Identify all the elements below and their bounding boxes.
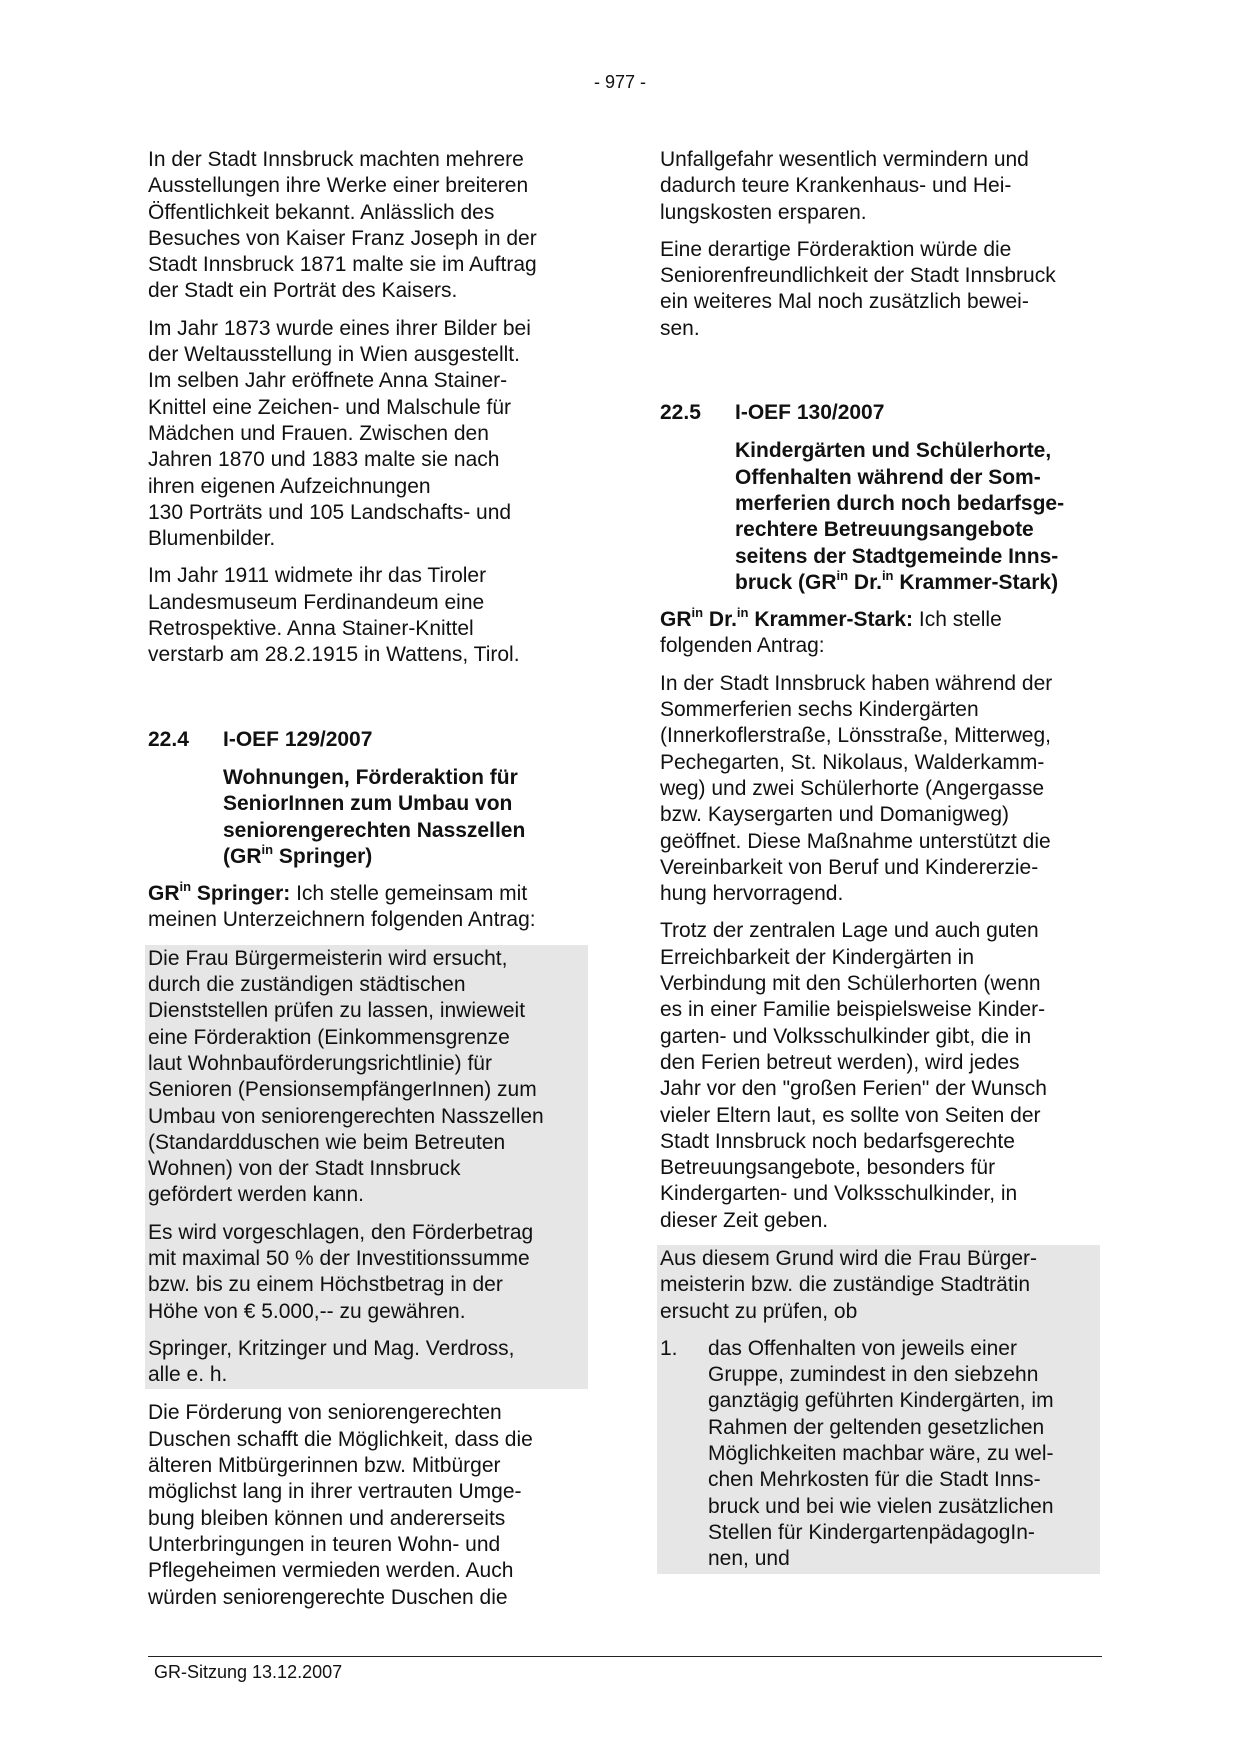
motion-text-box	[657, 1245, 1100, 1574]
footer-divider	[148, 1656, 1102, 1657]
right-column	[660, 147, 1100, 1585]
page-number: - 977 -	[593, 72, 647, 92]
speaker-intro: $GR^{in}$ Springer: Ich stelle gemeinsam mit meinen Unterzeichnern folgenden Antrag:	[148, 879, 536, 932]
speaker-intro: $GR^{in}$ Dr.$^{in}$ Krammer-Stark: Ich stelle folgenden Antrag:	[660, 605, 1002, 658]
paragraph: Im Jahr 1911 widmete ihr das Tiroler Landesmuseum Ferdinandeum eine Retrospektive. Anna Stainer-Knittel verstarb am 28.2.1915 in Wattens, Tirol.	[148, 564, 520, 667]
section-subject: Kindergärten und Schülerhorte, Offenhalten während der Som- merferien durch noch bedarfsge- rechtere Betreuungsangebote seitens der Stadtgemeinde Inns- bruck ($GR^{in}$ Dr.$^{in}$ Krammer-Stark)	[735, 439, 1065, 594]
paragraph: Eine derartige Förderaktion würde die Seniorenfreundlichkeit der Stadt Innsbruck ein weiteres Mal noch zusätzlich bewei- sen.	[660, 237, 1056, 340]
list-text: das Offenhalten von jeweils einer Gruppe, zumindest in den siebzehn ganztägig geführten Kindergärten, im Rahmen der geltenden gesetzlichen Möglichkeiten machbar wäre, zu wel- chen Mehrkosten für die Stadt Inns- bruck und bei wie vielen zusätzlichen Stellen für KindergartenpädagogIn- nen, und	[708, 1336, 1054, 1571]
section-number: 22.4	[148, 727, 189, 751]
footer-session-date: GR-Sitzung 13.12.2007	[154, 1662, 343, 1682]
motion-text-box	[145, 945, 588, 1390]
section-heading-22-5	[660, 400, 1100, 426]
section-code: I-OEF 129/2007	[223, 727, 373, 751]
motion-intro: Aus diesem Grund wird die Frau Bürger- meisterin bzw. die zuständige Stadträtin ersucht zu prüfen, ob	[660, 1246, 1037, 1323]
paragraph: Trotz der zentralen Lage und auch guten Erreichbarkeit der Kindergärten in Verbindung mit den Schülerhorten (wenn es in einer Familie beispielsweise Kinder- garten- und Volksschulkinder gibt, die in den Ferien betreut werden), wird jedes Jahr vor den "großen Ferien" der Wunsch vieler Eltern laut, es sollte von Seiten der Stadt Innsbruck noch bedarfsgerechte Betreuungsangebote, besonders für Kindergarten- und Volksschulkinder, in dieser Zeit geben.	[660, 919, 1047, 1232]
paragraph: Die Förderung von seniorengerechten Duschen schafft die Möglichkeit, dass die älteren Mitbürgerinnen bzw. Mitbürger möglichst lang in ihrer vertrauten Umge- bung bleiben können und andererseits Unterbringungen in teuren Wohn- und Pflegeheimen vermieden werden. Auch würden seniorengerechte Duschen die	[148, 1401, 533, 1609]
paragraph: In der Stadt Innsbruck machten mehrere Ausstellungen ihre Werke einer breiteren Öffentlichkeit bekannt. Anlässlich des Besuches von Kaiser Franz Joseph in der Stadt Innsbruck 1871 malte sie im Auftrag der Stadt ein Porträt des Kaisers.	[148, 148, 537, 303]
section-code: I-OEF 130/2007	[735, 401, 885, 425]
motion-list-item	[660, 1336, 1097, 1573]
left-column	[148, 147, 588, 1622]
motion-paragraph: Die Frau Bürgermeisterin wird ersucht, durch die zuständigen städtischen Dienststellen prüfen zu lassen, inwieweit eine Förderaktion (Einkommensgrenze laut Wohnbauförderungsrichtlinie) für Senioren (PensionsempfängerInnen) zum Umbau von seniorengerechten Nasszellen (Standardduschen wie beim Betreuten Wohnen) von der Stadt Innsbruck gefördert werden kann.	[148, 946, 544, 1207]
paragraph: Im Jahr 1873 wurde eines ihrer Bilder bei der Weltausstellung in Wien ausgestellt. Im selben Jahr eröffnete Anna Stainer- Knittel eine Zeichen- und Malschule für Mädchen und Frauen. Zwischen den Jahren 1870 und 1883 malte sie nach ihren eigenen Aufzeichnungen 130 Porträts und 105 Landschafts- und Blumenbilder.	[148, 316, 531, 551]
motion-signatories: Springer, Kritzinger und Mag. Verdross, alle e. h.	[148, 1336, 515, 1387]
paragraph: Unfallgefahr wesentlich vermindern und dadurch teure Krankenhaus- und Hei- lungskosten ersparen.	[660, 148, 1029, 224]
section-subject: Wohnungen, Förderaktion für SeniorInnen zum Umbau von seniorengerechten Nasszellen ($GR^{in}$ Springer)	[223, 765, 526, 868]
list-number: 1.	[660, 1336, 678, 1360]
section-heading-22-4	[148, 727, 588, 753]
motion-paragraph: Es wird vorgeschlagen, den Förderbetrag mit maximal 50 % der Investitionssumme bzw. bis zu einem Höchstbetrag in der Höhe von € 5.000,-- zu gewähren.	[148, 1220, 534, 1323]
paragraph: In der Stadt Innsbruck haben während der Sommerferien sechs Kindergärten (Innerkoflerstraße, Lönsstraße, Mitterweg, Pechegarten, St. Nikolaus, Walderkamm- weg) und zwei Schülerhorte (Angergasse bzw. Kaysergarten und Domanigweg) geöffnet. Diese Maßnahme unterstützt die Vereinbarkeit von Beruf und Kindererzie- hung hervorragend.	[660, 671, 1053, 906]
section-number: 22.5	[660, 401, 701, 425]
